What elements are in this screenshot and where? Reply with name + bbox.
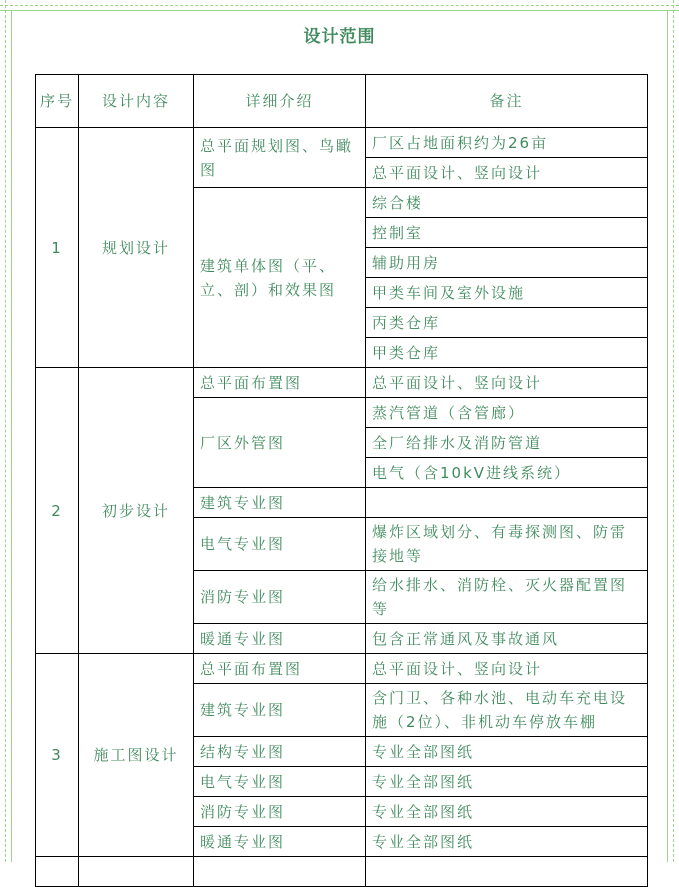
row-number: 3 [36, 654, 79, 857]
row-number: 1 [36, 128, 79, 368]
page-margin-top [0, 10, 679, 11]
table-row [36, 128, 648, 158]
detail-cell: 暖通专业图 [194, 624, 366, 654]
note-cell: 综合楼 [366, 188, 648, 218]
header-notes: 备注 [366, 75, 648, 128]
detail-cell: 建筑单体图（平、立、剖）和效果图 [194, 188, 366, 368]
header-no: 序号 [36, 75, 79, 128]
empty-cell [79, 857, 194, 887]
note-cell: 总平面设计、竖向设计 [366, 654, 648, 684]
detail-cell: 建筑专业图 [194, 488, 366, 518]
detail-cell: 总平面规划图、鸟瞰图 [194, 128, 366, 188]
page-margin-right [667, 10, 668, 862]
detail-cell: 电气专业图 [194, 518, 366, 571]
page-title: 设计范围 [303, 27, 376, 47]
note-cell: 含门卫、各种水池、电动车充电设施（2位）、非机动车停放车棚 [366, 684, 648, 737]
table-header-row [36, 75, 648, 128]
detail-cell: 总平面布置图 [194, 654, 366, 684]
note-cell: 爆炸区域划分、有毒探测图、防雷接地等 [366, 518, 648, 571]
detail-cell: 总平面布置图 [194, 368, 366, 398]
table-row [36, 654, 648, 684]
header-content: 设计内容 [79, 75, 194, 128]
detail-cell: 暖通专业图 [194, 827, 366, 857]
empty-cell [366, 857, 648, 887]
note-cell: 丙类仓库 [366, 308, 648, 338]
design-content: 初步设计 [79, 368, 194, 654]
page-margin-left [11, 10, 12, 862]
detail-cell: 消防专业图 [194, 797, 366, 827]
detail-cell: 消防专业图 [194, 571, 366, 624]
detail-cell: 结构专业图 [194, 737, 366, 767]
note-cell: 甲类车间及室外设施 [366, 278, 648, 308]
note-cell: 控制室 [366, 218, 648, 248]
table-row-continued [36, 857, 648, 887]
design-scope-table [35, 74, 648, 887]
page-guide-right [673, 0, 674, 862]
table-row [36, 368, 648, 398]
header-detail: 详细介绍 [194, 75, 366, 128]
note-cell: 总平面设计、竖向设计 [366, 368, 648, 398]
note-cell: 专业全部图纸 [366, 827, 648, 857]
note-cell: 给水排水、消防栓、灭火器配置图等 [366, 571, 648, 624]
detail-cell: 建筑专业图 [194, 684, 366, 737]
empty-cell [194, 857, 366, 887]
note-cell: 专业全部图纸 [366, 737, 648, 767]
note-cell: 专业全部图纸 [366, 797, 648, 827]
note-cell: 蒸汽管道（含管廊） [366, 398, 648, 428]
detail-cell: 电气专业图 [194, 767, 366, 797]
design-content: 规划设计 [79, 128, 194, 368]
note-cell: 电气（含10kV进线系统） [366, 458, 648, 488]
page-guide-top [0, 5, 679, 6]
design-content: 施工图设计 [79, 654, 194, 857]
note-cell: 包含正常通风及事故通风 [366, 624, 648, 654]
note-cell: 全厂给排水及消防管道 [366, 428, 648, 458]
note-cell: 辅助用房 [366, 248, 648, 278]
note-cell: 甲类仓库 [366, 338, 648, 368]
detail-cell: 厂区外管图 [194, 398, 366, 488]
row-number: 2 [36, 368, 79, 654]
note-cell: 专业全部图纸 [366, 767, 648, 797]
note-cell [366, 488, 648, 518]
page-guide-left [5, 0, 6, 862]
empty-cell [36, 857, 79, 887]
note-cell: 总平面设计、竖向设计 [366, 158, 648, 188]
note-cell: 厂区占地面积约为26亩 [366, 128, 648, 158]
